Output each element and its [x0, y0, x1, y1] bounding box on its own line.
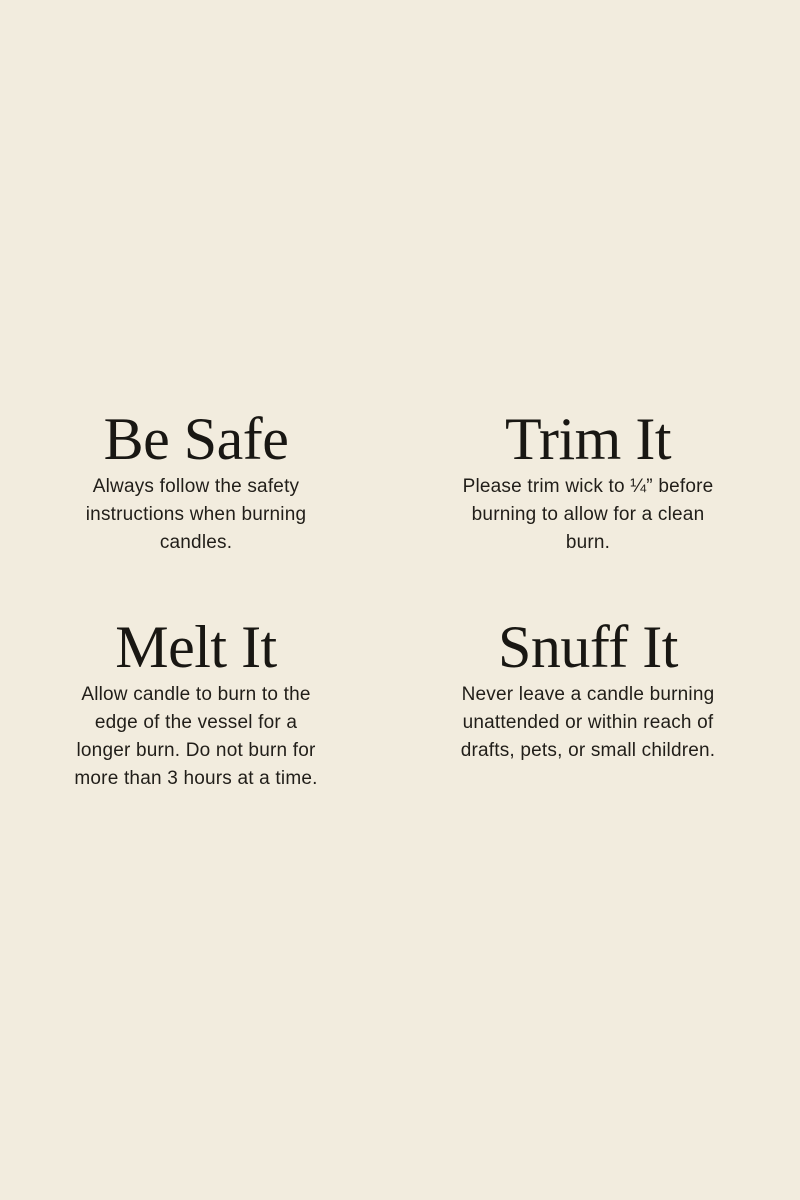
- care-card-description: Always follow the safety instructions when burning candles.: [85, 476, 307, 553]
- care-card-title: Melt It: [115, 614, 277, 680]
- care-card-melt-it: [0, 615, 392, 793]
- care-card-snuff-it: [392, 615, 784, 793]
- care-card-title: Trim It: [504, 406, 671, 472]
- care-card-description: Please trim wick to ¼” before burning to allow for a clean burn.: [462, 476, 714, 553]
- care-card-description: Never leave a candle burning unattended or within reach of drafts, pets, or small children.: [460, 684, 716, 761]
- care-card-be-safe: [0, 407, 392, 557]
- care-card-description: Allow candle to burn to the edge of the vessel for a longer burn. Do not burn for more than 3 hours at a time.: [74, 684, 318, 789]
- care-card-title: Snuff It: [498, 614, 678, 680]
- care-card-trim-it: [392, 407, 784, 557]
- care-grid: [0, 407, 784, 793]
- care-card-title: Be Safe: [103, 406, 289, 472]
